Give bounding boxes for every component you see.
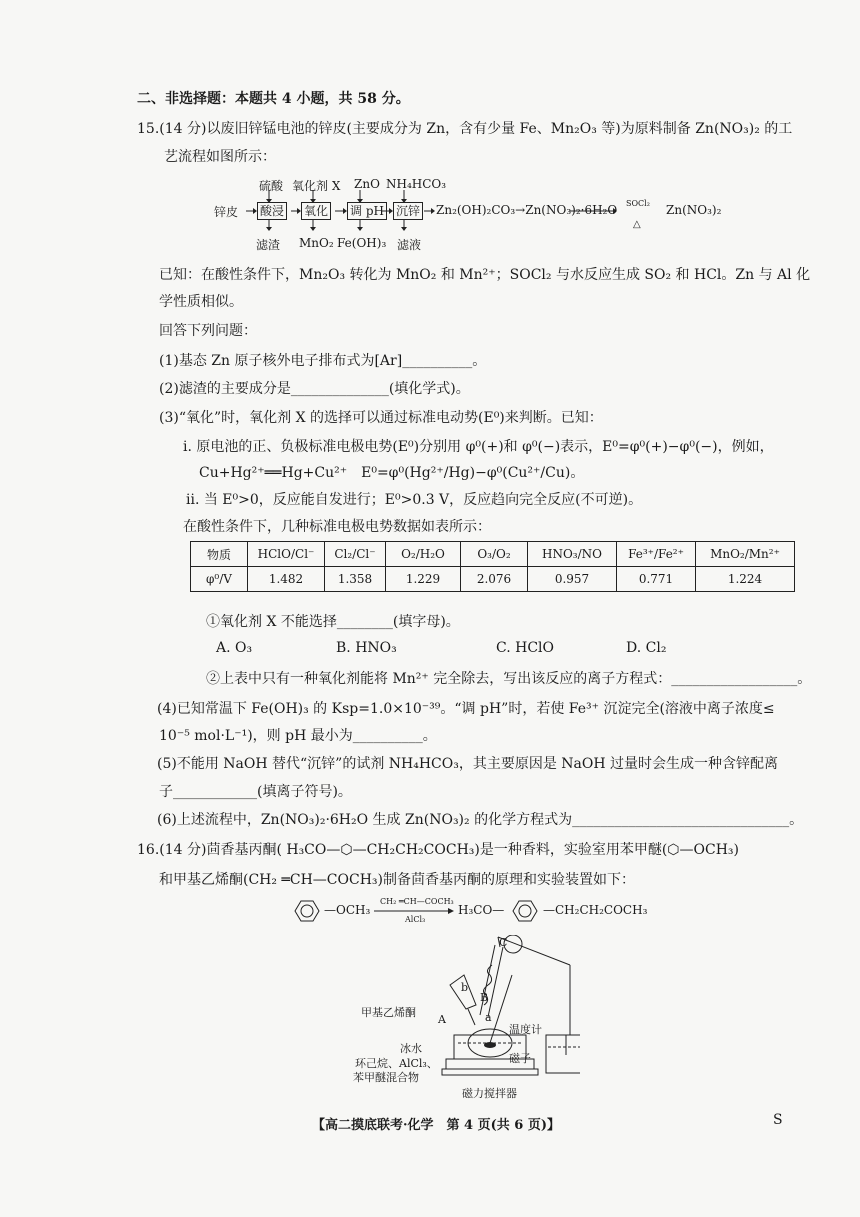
q15-part4-line2: 10⁻⁵ mol·L⁻¹)，则 pH 最小为__________。: [159, 728, 437, 744]
table-row: [191, 567, 795, 592]
q15-sub2: ②上表中只有一种氧化剂能将 Mn²⁺ 完全除去，写出该反应的离子方程式：__________________。: [206, 671, 812, 687]
label-b-upper: B: [480, 991, 489, 1004]
electrode-potential-table: [190, 541, 795, 592]
step-precipitate-zinc: 沉锌: [393, 202, 423, 220]
q15-part3-note-i-line2: Cu+Hg²⁺══Hg+Cu²⁺ E⁰=φ⁰(Hg²⁺/Hg)−φ⁰(Cu²⁺/Cu)。: [199, 465, 585, 481]
q15-intro-line2: 艺流程如图所示：: [164, 149, 276, 165]
option-a: A. O₃: [216, 640, 253, 656]
table-cell: φ⁰/V: [191, 567, 248, 592]
label-stir-bar: 磁子: [509, 1052, 531, 1065]
q15-part6: (6)上述流程中，Zn(NO₃)₂·6H₂O 生成 Zn(NO₃)₂ 的化学方程式为_______________________________。: [157, 812, 804, 828]
table-cell: 0.771: [617, 567, 696, 592]
flow-intermediate-chain: Zn₂(OH)₂CO₃→Zn(NO₃)₂·6H₂O: [436, 203, 618, 217]
apparatus-sketch: [420, 935, 580, 1085]
waste-filtrate: 滤液: [397, 238, 422, 252]
flow-final-product: Zn(NO₃)₂: [666, 203, 722, 217]
reagent-nh4hco3: NH₄HCO₃: [386, 177, 447, 191]
step-oxidize: 氧化: [301, 202, 331, 220]
table-header-cell: O₃/O₂: [461, 542, 528, 567]
q15-intro-line1: 15.(14 分)以废旧锌锰电池的锌皮(主要成分为 Zn，含有少量 Fe、Mn₂O₃ 等)为原料制备 Zn(NO₃)₂ 的工: [137, 121, 793, 137]
table-cell: 0.957: [528, 567, 617, 592]
reaction-arrow-icon: [374, 907, 454, 915]
table-header-cell: HNO₃/NO: [528, 542, 617, 567]
section-heading: 二、非选择题：本题共 4 小题，共 58 分。: [137, 91, 410, 107]
waste-residue: 滤渣: [256, 238, 281, 252]
table-cell: 2.076: [461, 567, 528, 592]
table-header-cell: Fe³⁺/Fe²⁺: [617, 542, 696, 567]
waste-mno2: MnO₂: [299, 236, 334, 250]
q16-intro-line1: 16.(14 分)茴香基丙酮( H₃CO—⬡—CH₂CH₂COCH₃)是一种香料，实验室用苯甲醚(⬡—OCH₃): [137, 842, 740, 858]
label-b-lower: b: [461, 981, 469, 994]
q15-part4-line1: (4)已知常温下 Fe(OH)₃ 的 Ksp=1.0×10⁻³⁹。“调 pH”时，若使 Fe³⁺ 沉淀完全(溶液中离子浓度≤: [157, 701, 775, 717]
page-footer: 【高二摸底联考·化学 第 4 页(共 6 页)】: [312, 1118, 561, 1133]
label-ice-water: 冰水: [400, 1042, 422, 1055]
waste-feoh3: Fe(OH)₃: [337, 236, 387, 250]
q16-intro-line2: 和甲基乙烯酮(CH₂ ═CH—COCH₃)制备茴香基丙酮的原理和实验装置如下：: [159, 872, 635, 888]
q15-part1: (1)基态 Zn 原子核外电子排布式为[Ar]__________。: [159, 353, 487, 369]
label-mixture-line2: 苯甲醚混合物: [353, 1071, 419, 1084]
benzene-ring-icon: [505, 898, 545, 924]
product-left-group: H₃CO—: [458, 903, 505, 917]
q15-part3-note-i-line1: ⅰ. 原电池的正、负极标准电极电势(E⁰)分别用 φ⁰(+)和 φ⁰(−)表示，E⁰=φ⁰(+)−φ⁰(−)，例如，: [183, 439, 774, 455]
table-header-row: [191, 542, 795, 567]
footer-version-mark: S: [773, 1112, 783, 1128]
q15-part5-line1: (5)不能用 NaOH 替代“沉锌”的试剂 NH₄HCO₃，其主要原因是 NaOH 过量时会生成一种含锌配离: [157, 756, 779, 772]
reagent-above-arrow: CH₂ ═CH—COCH₃: [380, 897, 454, 906]
flow-heat-symbol: △: [633, 219, 641, 230]
answer-prompt: 回答下列问题：: [159, 323, 257, 339]
option-b: B. HNO₃: [336, 640, 397, 656]
label-c: C: [499, 936, 508, 949]
step-adjust-ph: 调 pH: [347, 202, 387, 220]
label-mixture-line1: 环己烷、AlCl₃、: [355, 1057, 438, 1070]
reactant-substituent: —OCH₃: [324, 903, 371, 917]
table-header-cell: Cl₂/Cl⁻: [325, 542, 386, 567]
label-methyl-vinyl-ketone: 甲基乙烯酮: [361, 1006, 416, 1019]
table-header-cell: 物质: [191, 542, 248, 567]
reagent-below-arrow: AlCl₃: [405, 915, 426, 924]
q15-sub1: ①氧化剂 X 不能选择________(填字母)。: [206, 614, 460, 630]
table-cell: 1.358: [325, 567, 386, 592]
q15-part5-line2: 子____________(填离子符号)。: [159, 784, 352, 800]
label-a-upper: A: [438, 1013, 446, 1026]
reagent-zno: ZnO: [354, 177, 380, 191]
q15-part3-note-ii: ⅱ. 当 E⁰>0，反应能自发进行；E⁰>0.3 V，反应趋向完全反应(不可逆)。: [186, 492, 643, 508]
table-cell: 1.224: [696, 567, 795, 592]
option-d: D. Cl₂: [626, 640, 667, 656]
table-cell: 1.229: [386, 567, 461, 592]
label-a-lower: a: [485, 1011, 492, 1024]
step-acid-leach: 酸浸: [257, 202, 287, 220]
label-magnetic-stirrer: 磁力搅拌器: [462, 1087, 517, 1100]
option-c: C. HClO: [496, 640, 554, 656]
q15-part3: (3)“氧化”时，氧化剂 X 的选择可以通过标准电动势(E⁰)来判断。已知：: [159, 410, 603, 426]
reagent-oxidant-x: 氧化剂 X: [292, 179, 341, 193]
flow-start-zinc-skin: 锌皮: [214, 205, 239, 219]
table-header-cell: HClO/Cl⁻: [248, 542, 325, 567]
reagent-sulfuric-acid: 硫酸: [259, 179, 284, 193]
label-thermometer: 温度计: [509, 1023, 542, 1036]
flow-reagent-socl2: SOCl₂: [626, 199, 650, 208]
known-info-line1: 已知：在酸性条件下，Mn₂O₃ 转化为 MnO₂ 和 Mn²⁺；SOCl₂ 与水反应生成 SO₂ 和 HCl。Zn 与 Al 化: [159, 267, 811, 283]
q15-part2: (2)滤渣的主要成分是______________(填化学式)。: [159, 381, 470, 397]
table-cell: 1.482: [248, 567, 325, 592]
table-header-cell: MnO₂/Mn²⁺: [696, 542, 795, 567]
table-intro: 在酸性条件下，几种标准电极电势数据如表所示：: [183, 519, 491, 535]
product-right-group: —CH₂CH₂COCH₃: [543, 903, 648, 917]
benzene-ring-icon: [287, 898, 327, 924]
known-info-line2: 学性质相似。: [159, 294, 243, 310]
table-header-cell: O₂/H₂O: [386, 542, 461, 567]
